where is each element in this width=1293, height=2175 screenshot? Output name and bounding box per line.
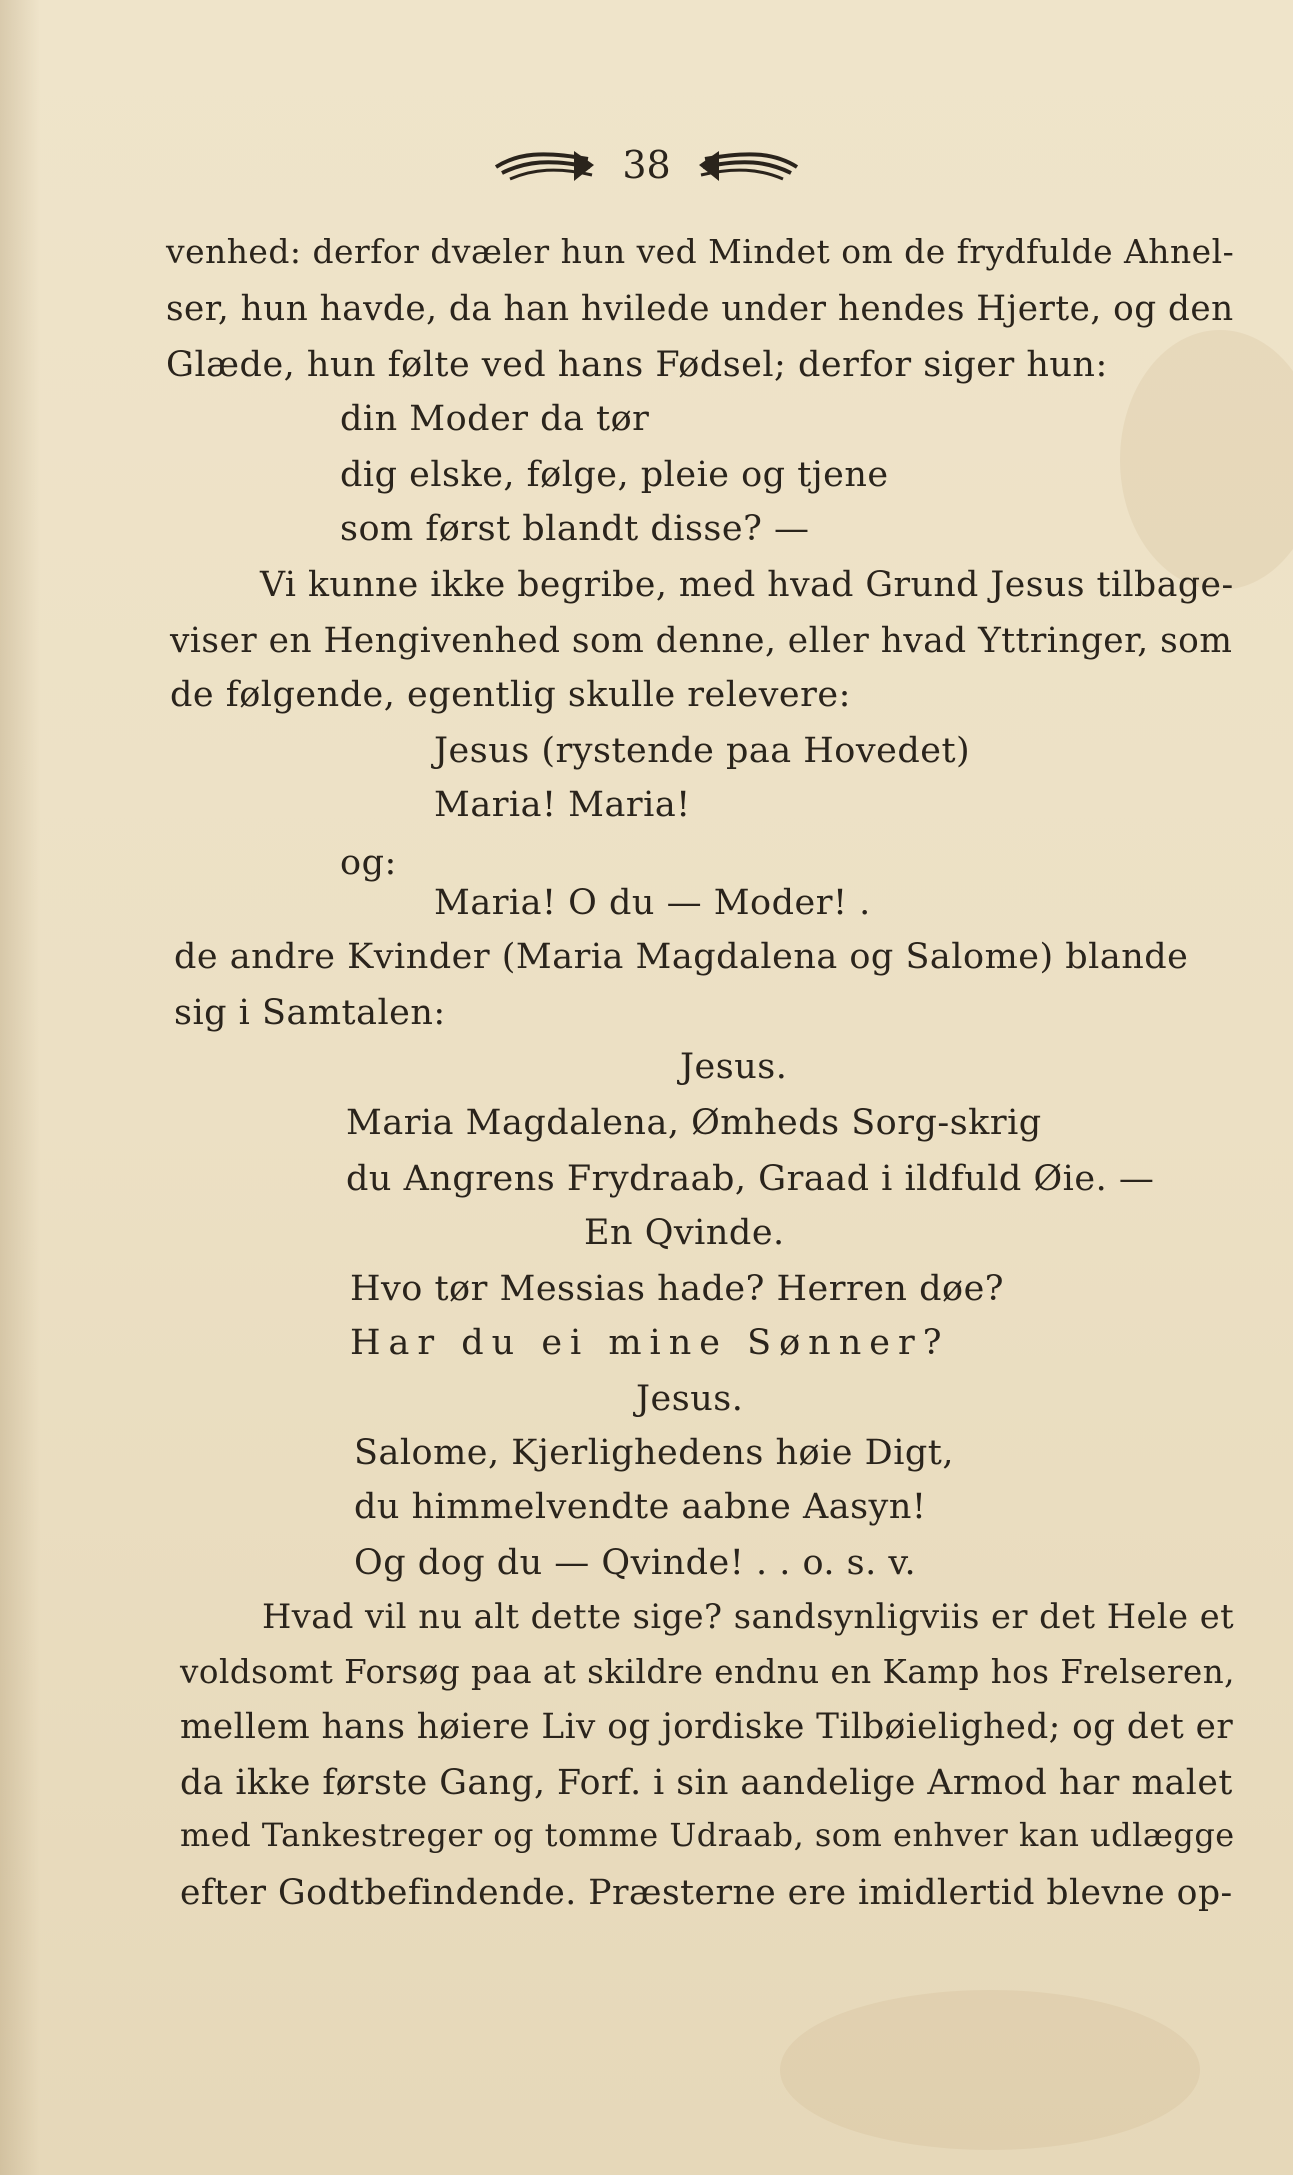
text-line: viser en Hengivenhed som denne, eller hvad Yttringer, som	[170, 621, 1233, 661]
text-line: sig i Samtalen:	[174, 993, 446, 1033]
text-line: de andre Kvinder (Maria Magdalena og Salome) blande	[174, 937, 1189, 977]
left-ornament-icon	[488, 145, 598, 185]
text-line: ser, hun havde, da han hvilede under hendes Hjerte, og den	[166, 289, 1234, 329]
verse-line: Maria Magdalena, Ømheds Sorg-skrig	[346, 1103, 1042, 1143]
speaker-name: Jesus.	[636, 1379, 744, 1419]
verse-line: du Angrens Frydraab, Graad i ildfuld Øie. —	[346, 1159, 1155, 1199]
page-header	[0, 130, 1293, 200]
text-line: med Tankestreger og tomme Udraab, som enhver kan udlægge	[180, 1816, 1235, 1854]
text-line: Vi kunne ikke begribe, med hvad Grund Jesus tilbage-	[260, 565, 1234, 605]
text-line: venhed: derfor dvæler hun ved Mindet om de frydfulde Ahnel-	[166, 232, 1235, 271]
verse-line: Jesus (rystende paa Hovedet)	[434, 731, 971, 771]
paper-stain	[1120, 330, 1293, 590]
verse-line: dig elske, følge, pleie og tjene	[340, 455, 889, 495]
text-line: Hvad vil nu alt dette sige? sandsynligviis er det Hele et	[262, 1597, 1235, 1636]
page-number: 38	[622, 143, 671, 187]
verse-line: Og dog du — Qvinde! . . o. s. v.	[354, 1543, 917, 1583]
text-line: da ikke første Gang, Forf. i sin aandelige Armod har malet	[180, 1763, 1233, 1803]
verse-line: Maria! O du — Moder! .	[434, 883, 871, 923]
verse-line: Har du ei mine Sønner?	[350, 1323, 950, 1363]
verse-line: Maria! Maria!	[434, 785, 691, 825]
page-edge-shadow	[0, 0, 40, 2175]
speaker-name: Jesus.	[680, 1047, 788, 1087]
verse-line: Salome, Kjerlighedens høie Digt,	[354, 1433, 954, 1473]
verse-line: din Moder da tør	[340, 399, 650, 439]
speaker-name: En Qvinde.	[584, 1213, 785, 1253]
paper-stain	[780, 1990, 1200, 2150]
verse-line: Hvo tør Messias hade? Herren døe?	[350, 1269, 1005, 1309]
text-line: de følgende, egentlig skulle relevere:	[170, 675, 851, 715]
verse-line: du himmelvendte aabne Aasyn!	[354, 1487, 927, 1527]
text-line: voldsomt Forsøg paa at skildre endnu en Kamp hos Frelseren,	[180, 1653, 1235, 1691]
text-line: mellem hans høiere Liv og jordiske Tilbøielighed; og det er	[180, 1707, 1234, 1747]
right-ornament-icon	[695, 145, 805, 185]
text-line: og:	[340, 843, 397, 883]
verse-line: som først blandt disse? —	[340, 509, 810, 549]
text-line: efter Godtbefindende. Præsterne ere imidlertid blevne op-	[180, 1873, 1233, 1913]
text-line: Glæde, hun følte ved hans Fødsel; derfor siger hun:	[166, 345, 1108, 385]
